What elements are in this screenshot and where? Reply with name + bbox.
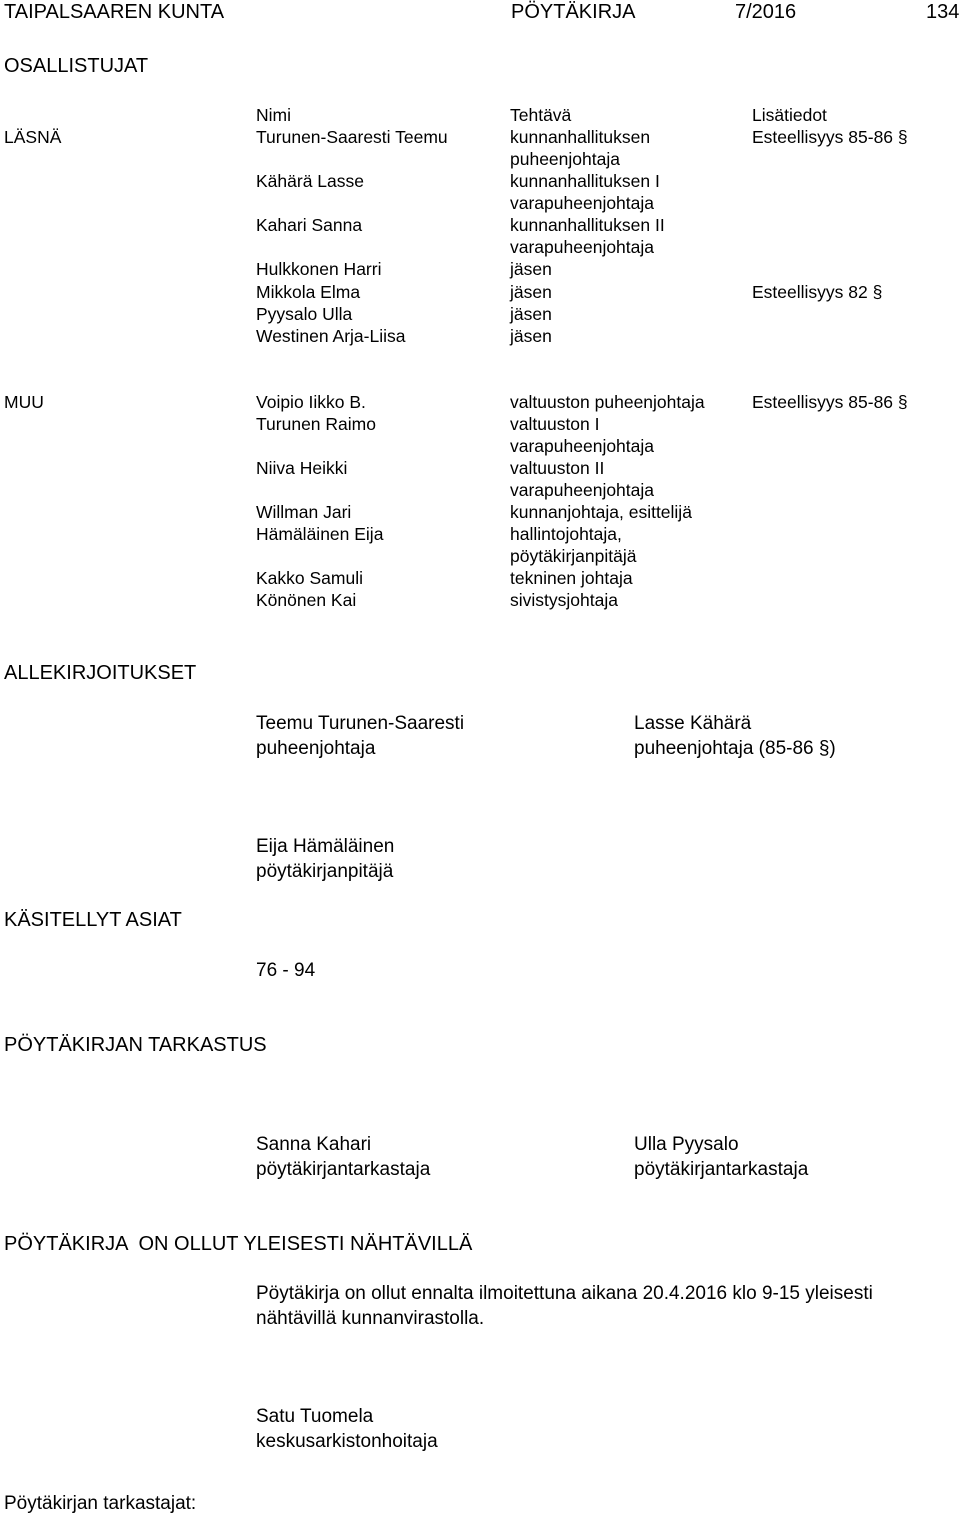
official-name: Satu Tuomela (256, 1406, 374, 1427)
present-name: Pyysalo Ulla (256, 304, 353, 324)
vice-chair-title: puheenjohtaja (85-86 §) (634, 738, 836, 759)
reviewers-footer-label: Pöytäkirjan tarkastajat: (4, 1493, 197, 1514)
other-role: hallintojohtaja, pöytäkirjanpitäjä (510, 524, 637, 566)
other-label: MUU (4, 392, 44, 412)
participants-heading: OSALLISTUJAT (4, 55, 149, 77)
signatures-heading: ALLEKIRJOITUKSET (4, 662, 197, 684)
vice-chair-name: Lasse Kähärä (634, 713, 752, 734)
present-name: Kähärä Lasse (256, 171, 364, 191)
present-info: Esteellisyys 82 § (752, 282, 883, 302)
column-info-header: Lisätiedot (752, 105, 827, 125)
other-name: Voipio Iikko B. (256, 392, 366, 412)
publicity-text: Pöytäkirja on ollut ennalta ilmoitettuna aikana 20.4.2016 klo 9-15 yleisesti nähtävillä kunnanvirastolla. (256, 1283, 873, 1329)
other-name: Niiva Heikki (256, 458, 348, 478)
reviewer-2-title: pöytäkirjantarkastaja (634, 1159, 809, 1180)
present-name: Mikkola Elma (256, 282, 361, 302)
chair-name: Teemu Turunen-Saaresti (256, 713, 465, 734)
other-role: tekninen johtaja (510, 568, 633, 588)
other-name: Kakko Samuli (256, 568, 363, 588)
other-role: sivistysjohtaja (510, 590, 618, 610)
reviewer-2-name: Ulla Pyysalo (634, 1134, 739, 1155)
present-info: Esteellisyys 85-86 § (752, 127, 908, 147)
other-name: Könönen Kai (256, 590, 357, 610)
other-role: valtuuston I varapuheenjohtaja (510, 414, 655, 456)
document-type: PÖYTÄKIRJA (511, 1, 636, 23)
publicity-heading: PÖYTÄKIRJA ON OLLUT YLEISESTI NÄHTÄVILLÄ (4, 1233, 473, 1255)
page-number: 134 (926, 1, 960, 23)
present-name: Kahari Sanna (256, 215, 363, 235)
other-name: Turunen Raimo (256, 414, 376, 434)
secretary-name: Eija Hämäläinen (256, 836, 395, 857)
other-role: valtuuston puheenjohtaja (510, 392, 705, 412)
present-name: Turunen-Saaresti Teemu (256, 127, 448, 147)
meeting-number: 7/2016 (735, 1, 797, 23)
handled-heading: KÄSITELLYT ASIAT (4, 909, 182, 931)
present-role: kunnanhallituksen II varapuheenjohtaja (510, 215, 665, 257)
other-info: Esteellisyys 85-86 § (752, 392, 908, 412)
column-role-header: Tehtävä (510, 105, 572, 125)
official-title: keskusarkistonhoitaja (256, 1431, 438, 1452)
review-heading: PÖYTÄKIRJAN TARKASTUS (4, 1034, 267, 1056)
present-role: jäsen (510, 326, 552, 346)
reviewer-1-title: pöytäkirjantarkastaja (256, 1159, 431, 1180)
column-name-header: Nimi (256, 105, 291, 125)
chair-title: puheenjohtaja (256, 738, 376, 759)
present-label: LÄSNÄ (4, 127, 62, 147)
present-role: jäsen (510, 282, 552, 302)
municipality-name: TAIPALSAAREN KUNTA (4, 1, 225, 23)
other-name: Hämäläinen Eija (256, 524, 384, 544)
secretary-title: pöytäkirjanpitäjä (256, 861, 394, 882)
present-name: Hulkkonen Harri (256, 259, 382, 279)
other-role: kunnanjohtaja, esittelijä (510, 502, 692, 522)
present-role: jäsen (510, 259, 552, 279)
present-name: Westinen Arja-Liisa (256, 326, 406, 346)
handled-range: 76 - 94 (256, 960, 316, 981)
other-name: Willman Jari (256, 502, 352, 522)
present-role: kunnanhallituksen puheenjohtaja (510, 127, 651, 169)
present-role: kunnanhallituksen I varapuheenjohtaja (510, 171, 660, 213)
present-role: jäsen (510, 304, 552, 324)
other-role: valtuuston II varapuheenjohtaja (510, 458, 655, 500)
reviewer-1-name: Sanna Kahari (256, 1134, 372, 1155)
